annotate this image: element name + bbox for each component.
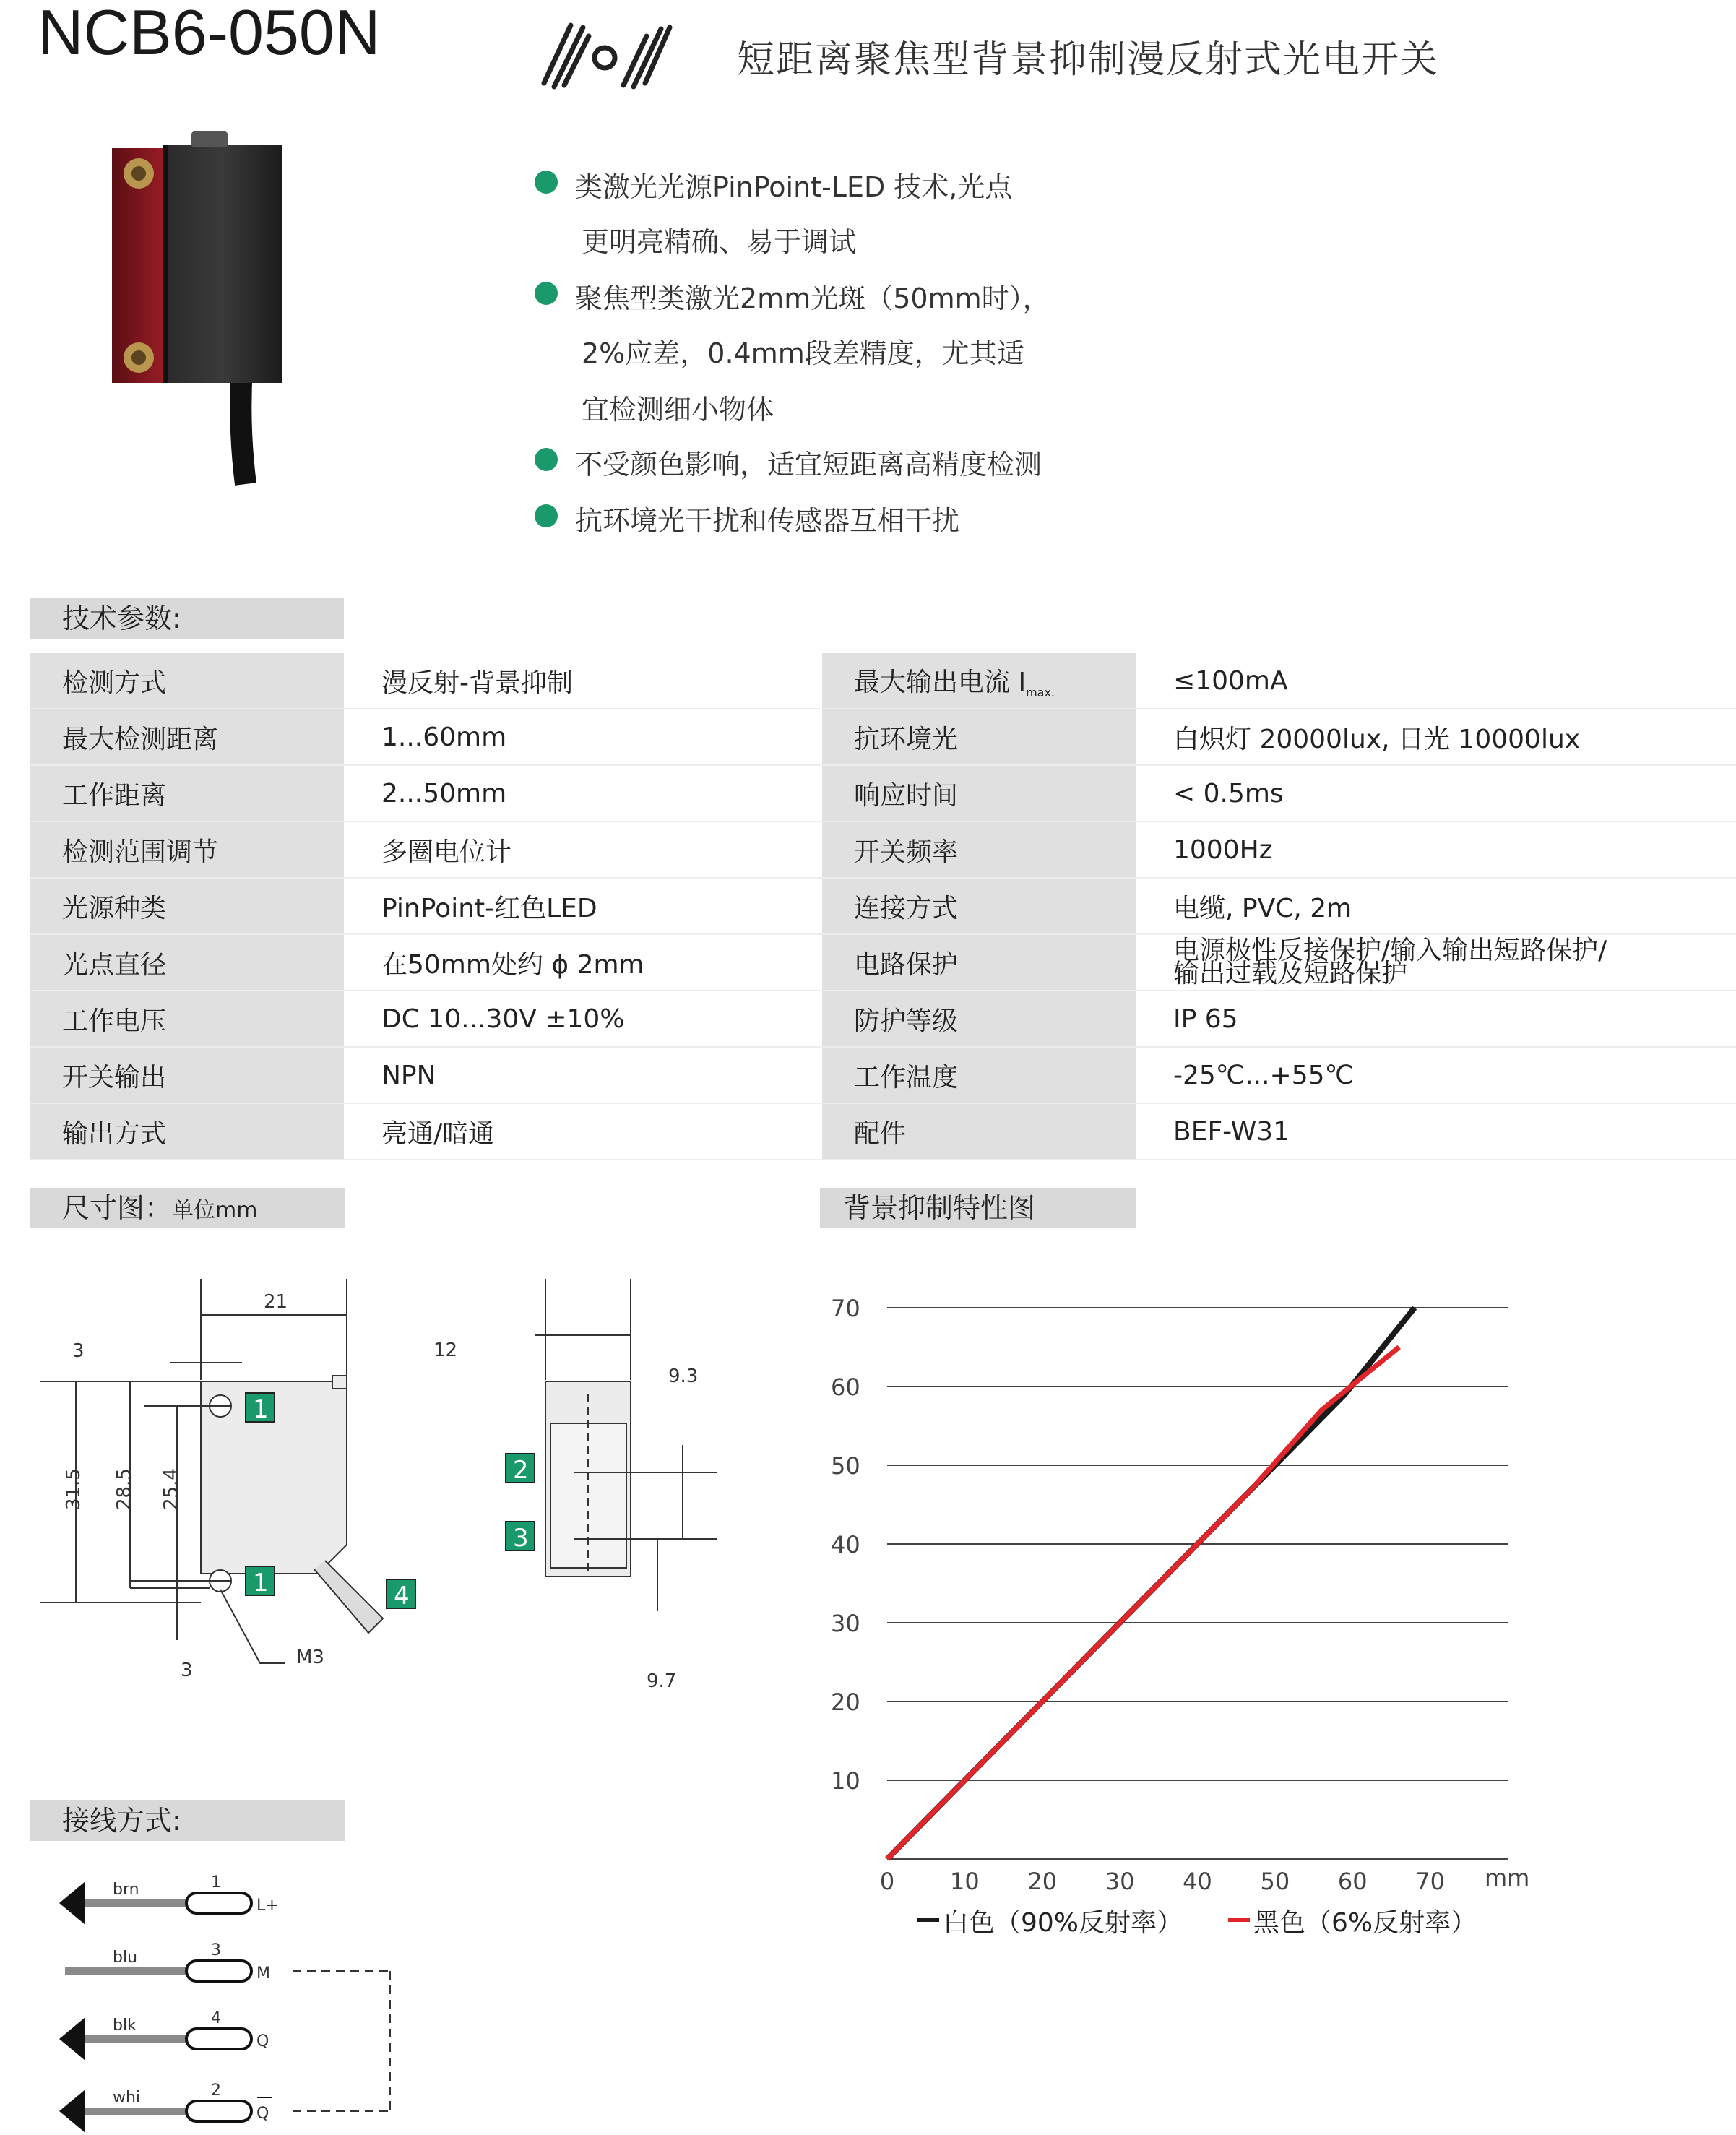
- y-tick-label: 20: [831, 1688, 860, 1716]
- spec-value: < 0.5ms: [1136, 765, 1736, 821]
- wire-color: blk: [113, 2017, 137, 2035]
- dim-label: 21: [264, 1291, 288, 1313]
- spec-value: 1...60mm: [344, 709, 818, 765]
- feature-text: 宜检测细小物体: [582, 394, 774, 426]
- characteristic-chart: [795, 1279, 1530, 1958]
- wiring-diagram: [43, 1850, 419, 2135]
- spec-label: 开关输出: [30, 1047, 344, 1103]
- table-row: [30, 709, 1736, 765]
- dim-label: 25.4: [160, 1468, 182, 1510]
- dimension-heading-text: 尺寸图：: [62, 1192, 173, 1224]
- y-tick-label: 30: [831, 1610, 860, 1637]
- table-row: [30, 1047, 1736, 1103]
- bullet-icon: [535, 448, 558, 471]
- wire-color: blu: [113, 1949, 138, 1967]
- spec-label: 工作温度: [822, 1047, 1136, 1103]
- feature-text: 2%应差，0.4mm段差精度，尤其适: [582, 337, 1024, 369]
- marker-label: 1: [253, 1569, 269, 1597]
- wire-color: brn: [113, 1881, 139, 1899]
- marker-label: 2: [513, 1456, 529, 1485]
- wire-color: whi: [113, 2089, 141, 2107]
- spec-value: 漫反射-背景抑制: [344, 653, 818, 709]
- feature-text: 聚焦型类激光2mm光斑（50mm时），: [575, 282, 1050, 314]
- x-tick-label: 70: [1415, 1868, 1445, 1895]
- spec-value: IP 65: [1136, 991, 1736, 1047]
- x-tick-label: 0: [879, 1868, 895, 1895]
- spec-label: 检测方式: [30, 653, 344, 709]
- x-axis-unit: mm: [1485, 1864, 1530, 1892]
- spec-value: 2...50mm: [344, 765, 818, 821]
- dimension-unit: 单位mm: [172, 1198, 258, 1223]
- spec-value: NPN: [344, 1047, 818, 1103]
- graph-heading: 背景抑制特性图: [820, 1188, 1136, 1228]
- spec-value: PinPoint-红色LED: [344, 878, 818, 934]
- x-tick-label: 30: [1105, 1868, 1135, 1895]
- feature-text: 抗环境光干扰和传感器互相干扰: [575, 505, 960, 537]
- feature-item-3: [535, 442, 1042, 482]
- legend-white: 白色（90%反射率）: [943, 1908, 1183, 1938]
- dimension-drawing: [29, 1272, 751, 1705]
- x-tick-label: 20: [1027, 1868, 1058, 1895]
- wire-terminal: Q: [256, 2032, 269, 2050]
- dimension-heading: [30, 1188, 345, 1228]
- spec-value: 1000Hz: [1136, 821, 1736, 878]
- spec-label: 防护等级: [822, 991, 1136, 1047]
- y-tick-label: 10: [831, 1767, 860, 1795]
- table-row: [30, 653, 1736, 709]
- dim-label: 9.3: [668, 1366, 699, 1387]
- spec-value: DC 10...30V ±10%: [344, 991, 818, 1047]
- spec-value: BEF-W31: [1136, 1103, 1736, 1160]
- bullet-icon: [535, 282, 558, 305]
- marker-label: 3: [513, 1524, 529, 1553]
- spec-label: 配件: [822, 1103, 1136, 1160]
- feature-text: 更明亮精确、易于调试: [582, 226, 857, 258]
- spec-label: 响应时间: [822, 765, 1136, 821]
- spec-label: 电路保护: [822, 934, 1136, 991]
- y-tick-label: 60: [831, 1373, 860, 1401]
- spec-value: 白炽灯 20000lux, 日光 10000lux: [1136, 709, 1736, 765]
- marker-label: 1: [253, 1395, 269, 1424]
- table-row: [30, 1103, 1736, 1160]
- product-title: 短距离聚焦型背景抑制漫反射式光电开关: [737, 38, 1440, 82]
- x-tick-label: 40: [1183, 1868, 1212, 1895]
- spec-value: 亮通/暗通: [344, 1103, 818, 1160]
- model-number: NCB6-050N: [38, 0, 381, 68]
- wire-number: 4: [211, 2009, 221, 2027]
- dim-label: 3: [181, 1660, 193, 1681]
- feature-item-4: [535, 499, 959, 538]
- marker-label: 4: [394, 1582, 410, 1610]
- wire-number: 1: [211, 1873, 221, 1892]
- spec-value: -25℃...+55℃: [1136, 1047, 1736, 1103]
- feature-text: 类激光光源PinPoint-LED 技术,光点: [575, 171, 1013, 203]
- dim-label: 12: [433, 1340, 458, 1361]
- legend-black: 黑色（6%反射率）: [1253, 1908, 1477, 1938]
- spec-label-subscript: max.: [1026, 686, 1055, 700]
- spec-value: [1136, 934, 1736, 991]
- dim-label: 3: [72, 1340, 85, 1362]
- spec-label: 检测范围调节: [30, 821, 344, 878]
- dim-label: 28.5: [113, 1468, 135, 1510]
- spec-value-line: 输出过载及短路保护: [1173, 959, 1408, 988]
- x-tick-label: 10: [950, 1868, 980, 1895]
- spec-value: 多圈电位计: [344, 821, 818, 878]
- product-photo: [101, 123, 303, 491]
- feature-item-1: [535, 165, 1012, 204]
- bullet-icon: [535, 504, 558, 527]
- legend-swatch-white: [917, 1918, 939, 1922]
- spec-label: 工作电压: [30, 991, 344, 1047]
- bullet-icon: [535, 171, 558, 194]
- wire-terminal: M: [256, 1964, 270, 1983]
- spec-label-text: 最大输出电流 I: [854, 667, 1027, 697]
- spec-label: 光源种类: [30, 878, 344, 934]
- dim-label: 31.5: [63, 1468, 85, 1510]
- spec-label: 抗环境光: [822, 709, 1136, 765]
- table-row: [30, 765, 1736, 821]
- x-tick-label: 60: [1337, 1868, 1368, 1895]
- x-tick-label: 50: [1260, 1868, 1290, 1895]
- legend-swatch-black: [1228, 1918, 1250, 1922]
- brand-logo: [538, 14, 675, 94]
- dim-label: 9.7: [647, 1670, 677, 1692]
- table-row: [30, 934, 1736, 991]
- spec-label: 最大检测距离: [30, 709, 344, 765]
- wire-terminal: Q: [256, 2105, 269, 2123]
- wiring-heading: 接线方式:: [30, 1800, 345, 1841]
- wire-terminal: L+: [256, 1897, 279, 1915]
- y-tick-label: 40: [831, 1531, 860, 1558]
- y-tick-label: 50: [831, 1452, 860, 1480]
- spec-value: 电缆, PVC, 2m: [1136, 878, 1736, 934]
- spec-value: 在50mm处约 ϕ 2mm: [344, 934, 818, 991]
- feature-item-2: [535, 276, 1050, 316]
- specs-table: [30, 653, 1736, 1160]
- specs-heading: 技术参数:: [30, 598, 344, 639]
- spec-label: 输出方式: [30, 1103, 344, 1160]
- spec-label: 光点直径: [30, 934, 344, 991]
- table-row: [30, 991, 1736, 1047]
- table-row: [30, 821, 1736, 878]
- wire-number: 3: [211, 1941, 221, 1959]
- y-tick-label: 70: [831, 1295, 860, 1322]
- spec-value: ≤100mA: [1136, 653, 1736, 709]
- spec-label: 开关频率: [822, 821, 1136, 878]
- wire-number: 2: [211, 2082, 221, 2100]
- spec-label: [822, 653, 1136, 709]
- dim-label: M3: [296, 1647, 324, 1668]
- spec-label: 工作距离: [30, 765, 344, 821]
- spec-label: 连接方式: [822, 878, 1136, 934]
- table-row: [30, 878, 1736, 934]
- spec-value-line: 电源极性反接保护/输入输出短路保护/: [1173, 936, 1607, 965]
- feature-text: 不受颜色影响，适宜短距离高精度检测: [575, 449, 1042, 480]
